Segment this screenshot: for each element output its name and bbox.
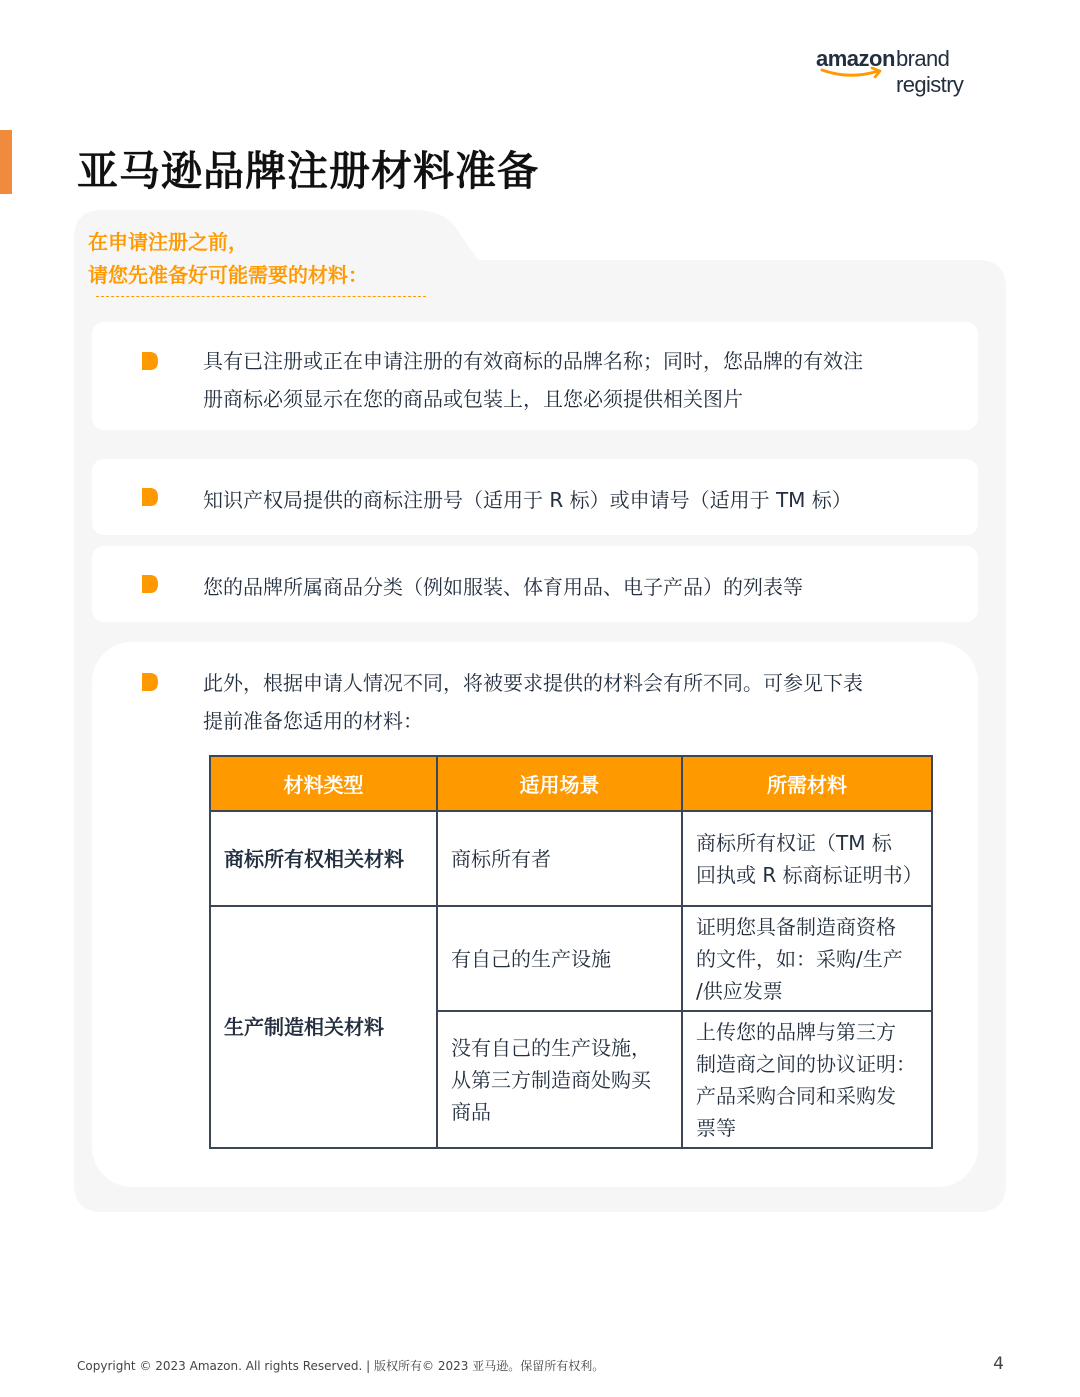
cell-line: 的文件，如：采购/生产 [696, 946, 903, 971]
requirement-line: 提前准备您适用的材料： [203, 709, 423, 733]
footer-copyright: Copyright © 2023 Amazon. All rights Reserved. | 版权所有© 2023 亚马逊。保留所有权利。 [77, 1359, 605, 1373]
logo-word-amazon: amazon [816, 46, 895, 71]
cell-line: 产品采购合同和采购发 [696, 1083, 896, 1108]
cell-line: 从第三方制造商处购买 [451, 1067, 651, 1092]
requirement-text [203, 481, 852, 519]
scenario-cell: 有自己的生产设施 [437, 906, 682, 1011]
orange-bullet-icon [139, 350, 161, 372]
scenario-cell [437, 1011, 682, 1148]
intro-heading [88, 226, 368, 292]
intro-dashed-underline [96, 296, 426, 297]
required-materials-cell [682, 811, 932, 906]
cell-line: 商标所有权证（TM 标 [696, 830, 892, 855]
table-row [210, 811, 932, 906]
cell-line: 商品 [451, 1099, 491, 1124]
cell-line: 制造商之间的协议证明： [696, 1051, 916, 1076]
cell-line: 没有自己的生产设施， [451, 1035, 651, 1060]
cell-line: 回执或 R 标商标证明书） [696, 862, 923, 887]
orange-bullet-icon [139, 573, 161, 595]
cell-line: /供应发票 [696, 978, 783, 1003]
page-title: 亚马逊品牌注册材料准备 [77, 147, 539, 195]
cell-line: 上传您的品牌与第三方 [696, 1019, 896, 1044]
orange-bullet-icon [139, 671, 161, 693]
required-materials-cell [682, 906, 932, 1011]
table-row [210, 906, 932, 1011]
requirement-line: 具有已注册或正在申请注册的有效商标的品牌名称；同时，您品牌的有效注 [203, 349, 863, 373]
requirement-line: 您的品牌所属商品分类（例如服装、体育用品、电子产品）的列表等 [203, 575, 803, 599]
requirement-text [203, 664, 863, 740]
requirement-text [203, 342, 863, 418]
side-accent-bar [0, 130, 12, 194]
requirement-card [92, 322, 978, 430]
amazon-smile-icon [816, 66, 896, 80]
material-type-cell: 商标所有权相关材料 [210, 811, 437, 906]
material-type-cell: 生产制造相关材料 [210, 906, 437, 1148]
table-header-cell: 适用场景 [437, 756, 682, 811]
scenario-cell: 商标所有者 [437, 811, 682, 906]
required-materials-cell [682, 1011, 932, 1148]
requirement-line: 知识产权局提供的商标注册号（适用于 R 标）或申请号（适用于 TM 标） [203, 488, 852, 512]
amazon-brand-registry-logo [816, 44, 1016, 97]
table-header-cell: 材料类型 [210, 756, 437, 811]
table-header-row [210, 756, 932, 811]
requirement-card [92, 459, 978, 535]
orange-bullet-icon [139, 486, 161, 508]
requirement-line: 册商标必须显示在您的商品或包装上，且您必须提供相关图片 [203, 387, 743, 411]
page-number: 4 [993, 1354, 1004, 1374]
requirement-card [92, 546, 978, 622]
requirement-line: 此外，根据申请人情况不同，将被要求提供的材料会有所不同。可参见下表 [203, 671, 863, 695]
materials-table [209, 755, 933, 1149]
intro-line-1: 在申请注册之前， [88, 230, 248, 254]
cell-line: 票等 [696, 1115, 736, 1140]
cell-line: 证明您具备制造商资格 [696, 914, 896, 939]
table-header-cell: 所需材料 [682, 756, 932, 811]
logo-word-brand-registry: brand registry [896, 46, 964, 97]
requirement-text [203, 568, 803, 606]
intro-line-2: 请您先准备好可能需要的材料： [88, 263, 368, 287]
